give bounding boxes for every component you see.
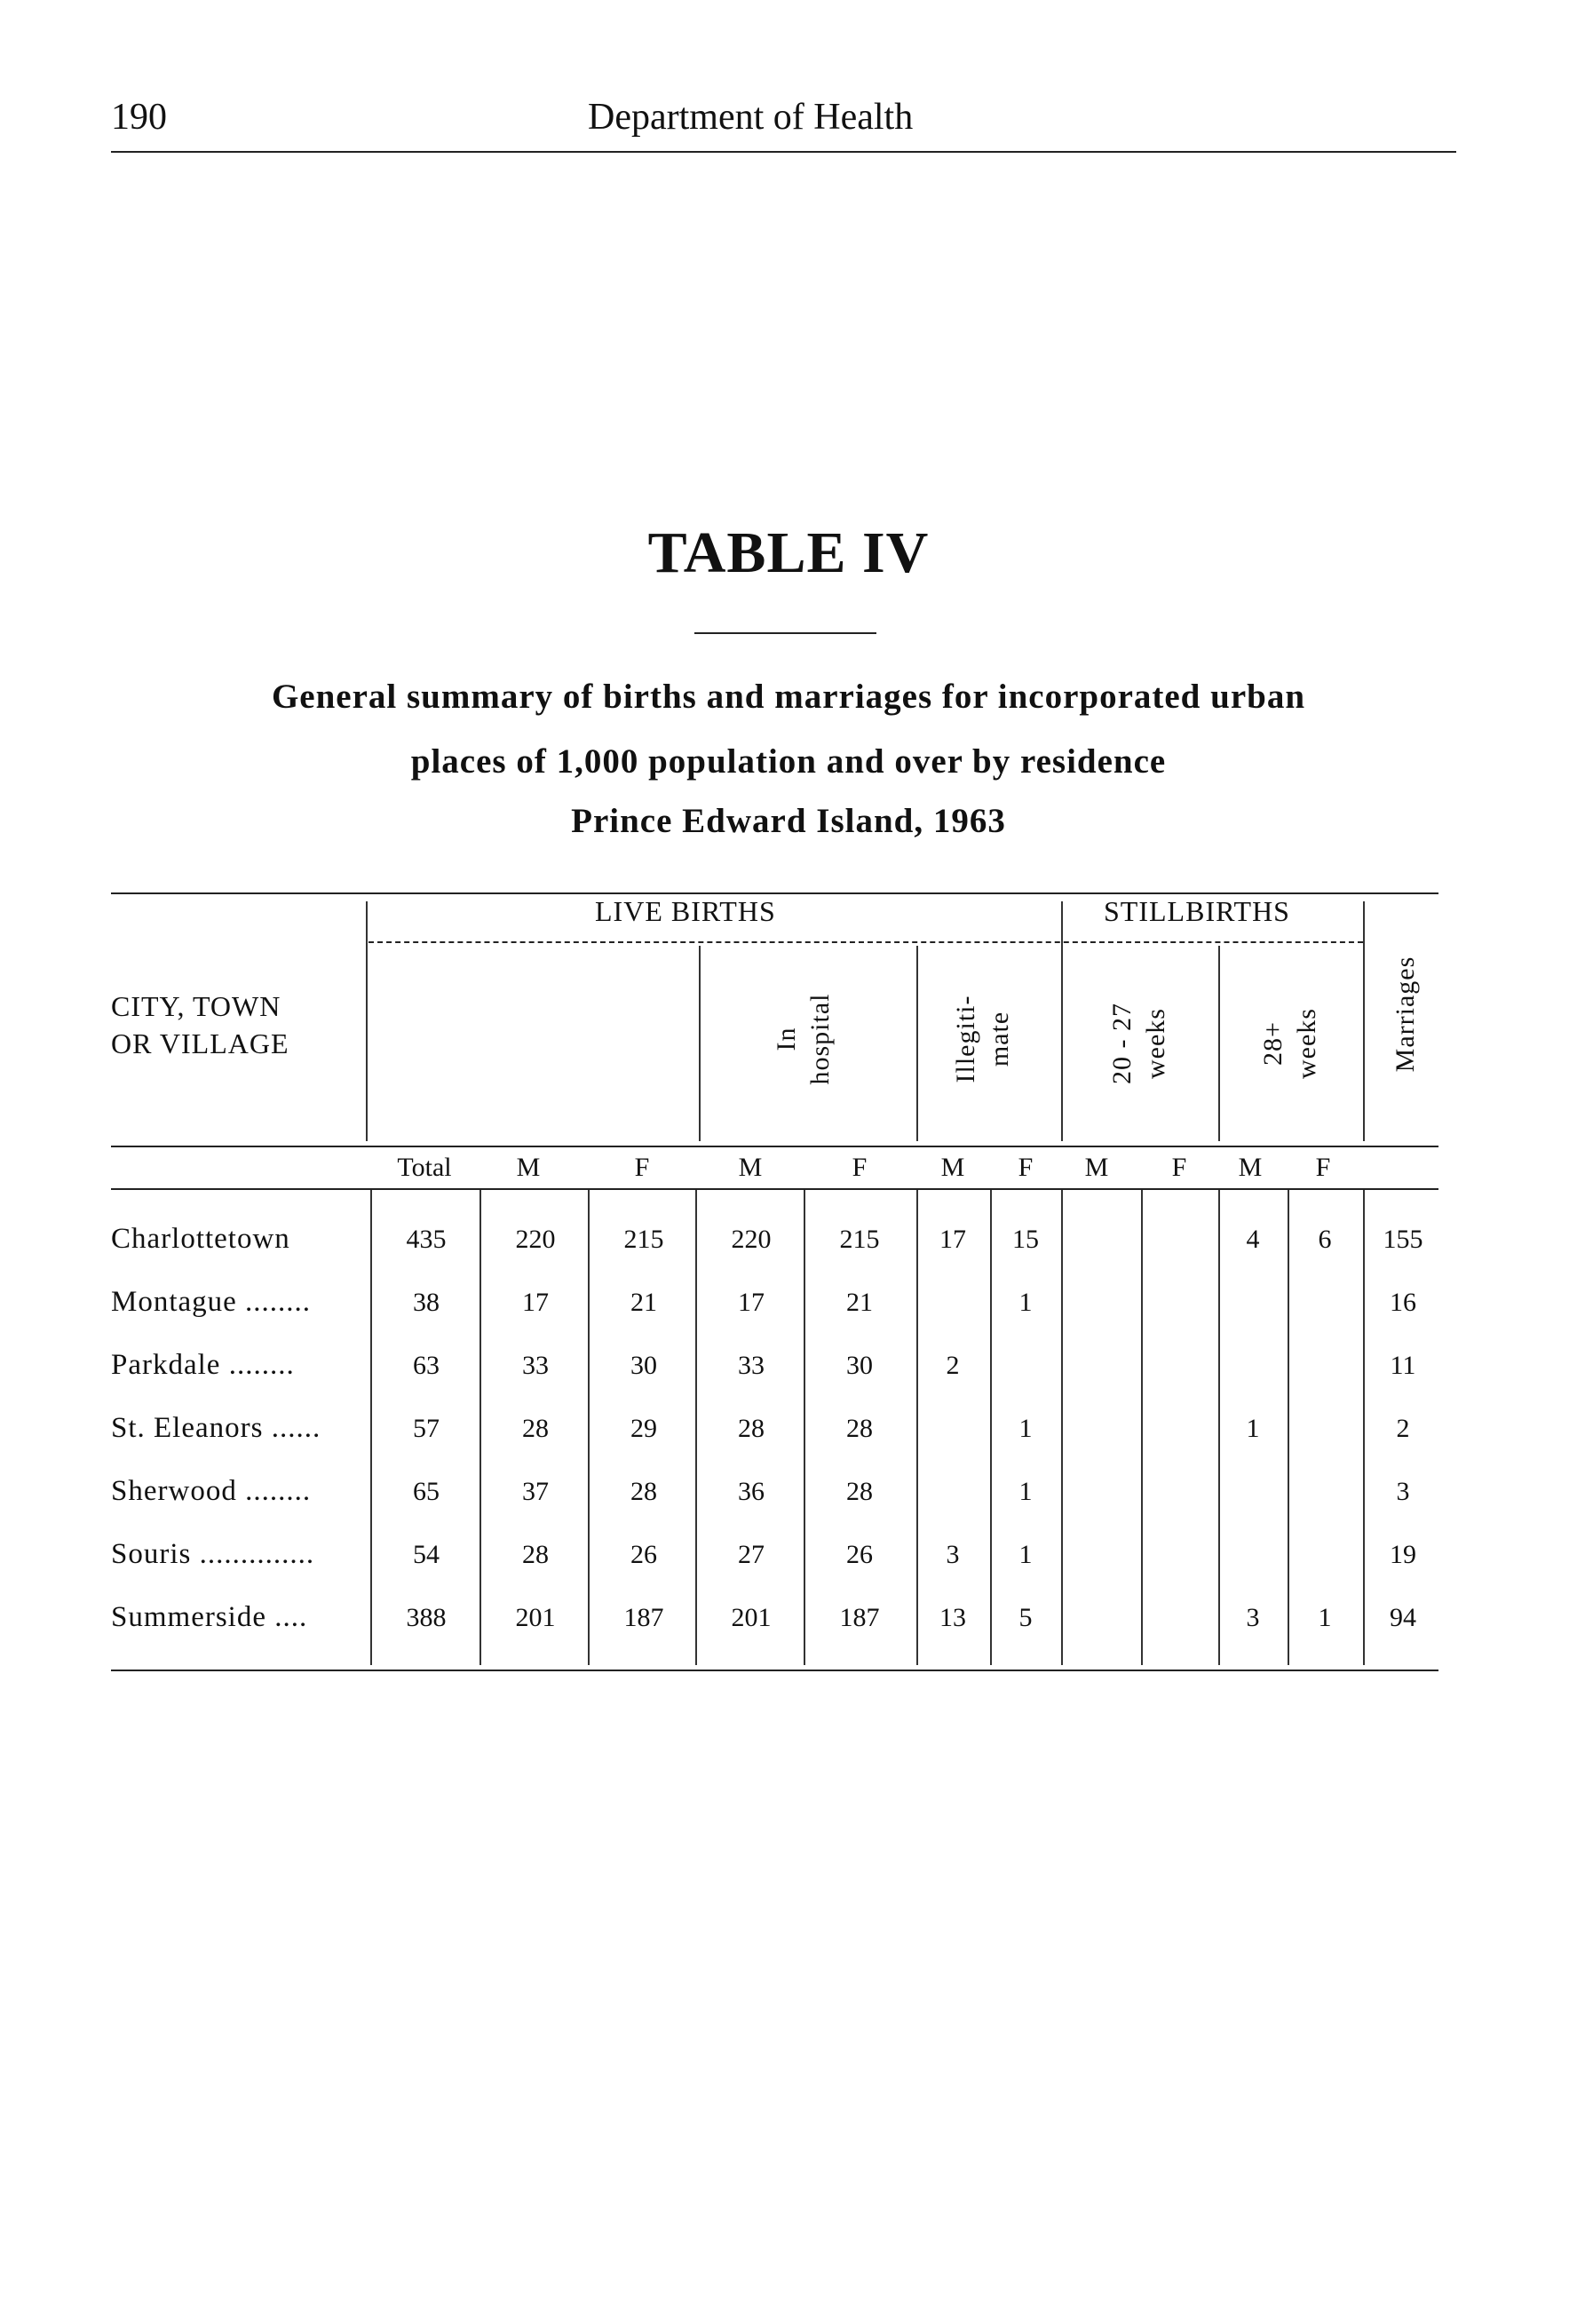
- stillbirths-header: STILLBIRTHS: [1104, 895, 1290, 927]
- table-cell: 155: [1383, 1225, 1423, 1254]
- header-divider: [366, 901, 368, 1141]
- table-cell: 36: [738, 1477, 765, 1506]
- table-cell: 1: [1018, 1414, 1033, 1443]
- body-divider: [916, 1190, 918, 1665]
- table-cell: 2: [946, 1351, 960, 1380]
- table-cell: 63: [413, 1351, 440, 1380]
- column-label: F: [1315, 1153, 1331, 1182]
- column-header-top-rule: [111, 1146, 1438, 1147]
- table-cell: 21: [630, 1288, 657, 1317]
- live-births-header: LIVE BIRTHS: [595, 895, 776, 927]
- row-label: Sherwood ........: [111, 1475, 312, 1507]
- body-divider: [1141, 1190, 1143, 1665]
- table-cell: 37: [522, 1477, 549, 1506]
- table-cell: 26: [846, 1540, 873, 1569]
- column-label: M: [1084, 1153, 1109, 1182]
- table-cell: 215: [623, 1225, 664, 1254]
- table-top-rule: [111, 892, 1438, 894]
- table-cell: 28: [738, 1414, 765, 1443]
- body-divider: [804, 1190, 805, 1665]
- table-cell: 17: [939, 1225, 966, 1254]
- table-cell: 94: [1390, 1603, 1416, 1632]
- row-label: Charlottetown: [111, 1223, 290, 1255]
- row-label: Souris ..............: [111, 1538, 315, 1570]
- page-number: 190: [111, 97, 167, 138]
- table-cell: 215: [839, 1225, 880, 1254]
- weeks-28-header: 28+ weeks: [1258, 1008, 1321, 1079]
- table-cell: 19: [1390, 1540, 1416, 1569]
- table-cell: 21: [846, 1288, 873, 1317]
- table-cell: 187: [623, 1603, 664, 1632]
- column-label: M: [516, 1153, 541, 1182]
- table-cell: 1: [1018, 1477, 1033, 1506]
- marriages-header: Marriages: [1391, 956, 1420, 1073]
- table-cell: 220: [731, 1225, 772, 1254]
- stub-header-line-1: CITY, TOWN: [111, 990, 281, 1022]
- column-label: M: [940, 1153, 965, 1182]
- table-cell: 5: [1018, 1603, 1033, 1632]
- title-rule: [694, 632, 876, 634]
- table-cell: 1: [1018, 1540, 1033, 1569]
- table-cell: 28: [630, 1477, 657, 1506]
- table-cell: 13: [939, 1603, 966, 1632]
- stub-header: [111, 988, 289, 1062]
- header-divider: [916, 946, 918, 1141]
- group-header-rule: [368, 941, 1363, 943]
- column-label: F: [634, 1153, 650, 1182]
- table-cell: 17: [522, 1288, 549, 1317]
- table-subtitle-line-3: Prince Edward Island, 1963: [571, 802, 1006, 840]
- table-cell: 16: [1390, 1288, 1416, 1317]
- header-divider: [699, 946, 701, 1141]
- illegitimate-header: Illegiti- mate: [951, 995, 1014, 1083]
- table-cell: 33: [738, 1351, 765, 1380]
- column-label: M: [1238, 1153, 1263, 1182]
- table-cell: 15: [1012, 1225, 1039, 1254]
- table-cell: 17: [738, 1288, 765, 1317]
- table-cell: 28: [846, 1477, 873, 1506]
- table-cell: 65: [413, 1477, 440, 1506]
- header-divider: [1218, 946, 1220, 1141]
- table-cell: 29: [630, 1414, 657, 1443]
- in-hospital-header: In hospital: [772, 993, 835, 1085]
- table-cell: 2: [1396, 1414, 1410, 1443]
- header-divider: [1061, 901, 1063, 1141]
- row-label: Summerside ....: [111, 1601, 308, 1633]
- table-cell: 28: [522, 1414, 549, 1443]
- column-header-bottom-rule: [111, 1188, 1438, 1190]
- row-label: Parkdale ........: [111, 1349, 295, 1381]
- running-header-title: Department of Health: [588, 97, 914, 138]
- table-cell: 27: [738, 1540, 765, 1569]
- body-divider: [479, 1190, 481, 1665]
- table-cell: 201: [515, 1603, 556, 1632]
- table-cell: 388: [406, 1603, 447, 1632]
- table-cell: 4: [1246, 1225, 1260, 1254]
- table-cell: 30: [630, 1351, 657, 1380]
- running-head: [111, 96, 1461, 149]
- column-label: F: [1018, 1153, 1034, 1182]
- body-divider: [588, 1190, 590, 1665]
- column-label: F: [852, 1153, 868, 1182]
- column-label: Total: [397, 1153, 452, 1182]
- body-divider: [370, 1190, 372, 1665]
- table-cell: 11: [1390, 1351, 1416, 1380]
- column-label: F: [1171, 1153, 1187, 1182]
- table-cell: 57: [413, 1414, 440, 1443]
- table-cell: 3: [946, 1540, 960, 1569]
- table-cell: 33: [522, 1351, 549, 1380]
- table-cell: 38: [413, 1288, 440, 1317]
- table-cell: 3: [1396, 1477, 1410, 1506]
- table-subtitle-line-1: General summary of births and marriages for incorporated urban: [271, 678, 1306, 716]
- table-cell: 54: [413, 1540, 440, 1569]
- row-label: St. Eleanors ......: [111, 1412, 321, 1444]
- table-cell: 1: [1318, 1603, 1332, 1632]
- stub-header-line-2: OR VILLAGE: [111, 1027, 289, 1059]
- table-cell: 201: [731, 1603, 772, 1632]
- weeks-20-27-header: 20 - 27 weeks: [1107, 1003, 1170, 1084]
- table-cell: 220: [515, 1225, 556, 1254]
- table-cell: 1: [1018, 1288, 1033, 1317]
- column-label: M: [738, 1153, 763, 1182]
- header-rule: [111, 151, 1456, 153]
- table-cell: 435: [406, 1225, 447, 1254]
- table-cell: 3: [1246, 1603, 1260, 1632]
- table-title: TABLE IV: [647, 520, 930, 585]
- header-divider: [1363, 901, 1365, 1141]
- table-bottom-rule: [111, 1670, 1438, 1671]
- table-cell: 30: [846, 1351, 873, 1380]
- row-label: Montague ........: [111, 1286, 312, 1318]
- table-cell: 187: [839, 1603, 880, 1632]
- table-cell: 1: [1246, 1414, 1260, 1443]
- table-cell: 26: [630, 1540, 657, 1569]
- table-cell: 28: [846, 1414, 873, 1443]
- table-cell: 6: [1318, 1225, 1332, 1254]
- table-cell: 28: [522, 1540, 549, 1569]
- table-subtitle-line-2: places of 1,000 population and over by residence: [410, 742, 1167, 781]
- body-divider: [695, 1190, 697, 1665]
